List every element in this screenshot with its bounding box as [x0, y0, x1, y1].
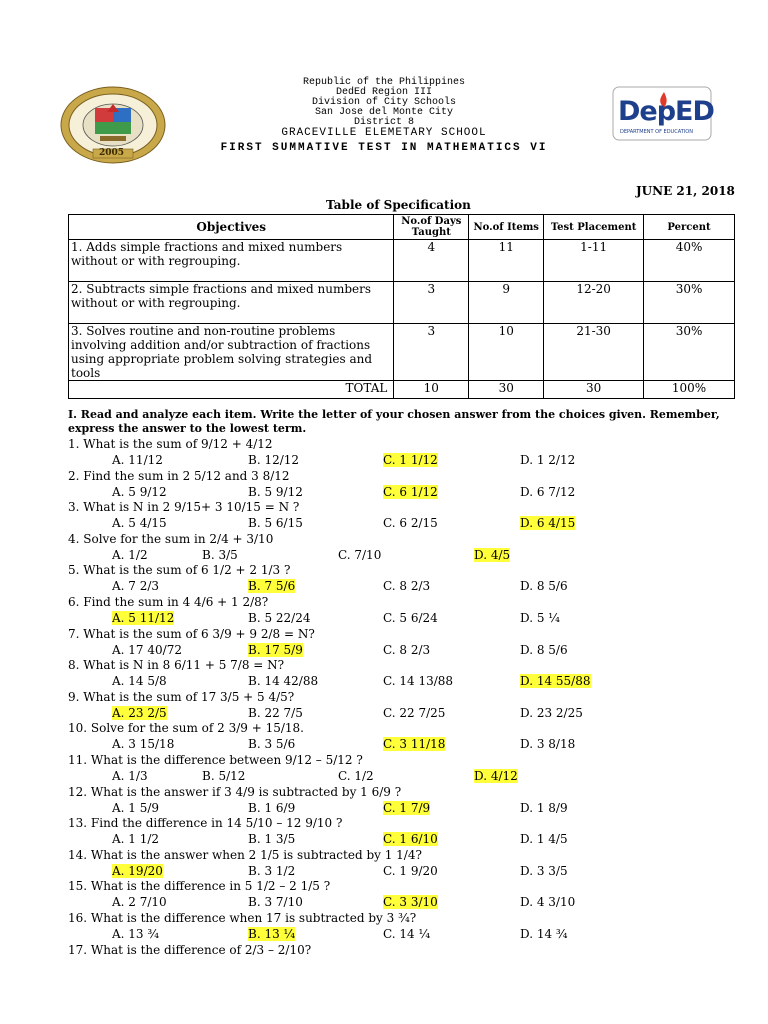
header-division: Division of City Schools: [311, 97, 457, 108]
header-days: No.of Days Taught: [394, 215, 469, 240]
test-title: FIRST SUMMATIVE TEST IN MATHEMATICS VI: [220, 142, 548, 154]
answer-choice: C. 8 2/3: [383, 642, 431, 657]
answer-choice: D. 1 4/5: [520, 832, 568, 847]
table-row: [69, 282, 735, 324]
percent-cell: 30%: [644, 324, 735, 381]
answer-choice: A. 1 1/2: [112, 832, 160, 847]
answer-choice: D. 5 ¼: [520, 611, 560, 625]
question-text: 5. What is the sum of 6 1/2 + 2 1/3 ?: [68, 563, 291, 578]
total-placement: 30: [544, 381, 644, 399]
total-percent: 100%: [644, 381, 735, 399]
days-cell: 3: [394, 324, 469, 381]
percent-cell: 30%: [644, 282, 735, 324]
answer-choice-highlighted: D. 4/5: [474, 547, 511, 562]
answer-choice: B. 3 1/2: [248, 863, 296, 878]
header-items: No.of Items: [469, 215, 544, 240]
answer-choice: A. 1 5/9: [112, 800, 160, 815]
header-city: San Jose del Monte City: [314, 107, 454, 118]
table-header-row: [69, 215, 735, 240]
question-text: 15. What is the difference in 5 1/2 – 2 1/5 ?: [68, 879, 331, 894]
total-days: 10: [394, 381, 469, 399]
answer-choice-highlighted: A. 23 2/5: [112, 705, 167, 720]
header-district: District 8: [353, 117, 414, 128]
deped-logo-subtitle: DEPARTMENT OF EDUCATION: [620, 129, 693, 135]
question-text: 4. Solve for the sum in 2/4 + 3/10: [68, 531, 274, 546]
items-cell: 9: [469, 282, 544, 324]
specification-table: [68, 214, 735, 399]
answer-choice-highlighted: B. 13 ¼: [248, 927, 296, 941]
question-text: 14. What is the answer when 2 1/5 is subtracted by 1 1/4?: [68, 847, 422, 862]
answer-choice: C. 14 13/88: [383, 674, 454, 689]
answer-choice: A. 2 7/10: [112, 895, 167, 910]
answer-choice-highlighted: D. 14 55/88: [520, 674, 591, 689]
question-text: 12. What is the answer if 3 4/9 is subtracted by 1 6/9 ?: [68, 784, 402, 799]
seal-year: 2005: [99, 148, 125, 158]
answer-choice: B. 1 6/9: [248, 800, 296, 815]
answer-choice: A. 13 ¾: [112, 927, 160, 941]
answer-choice-highlighted: C. 3 3/10: [383, 895, 438, 910]
answer-choice: B. 1 3/5: [248, 832, 296, 847]
question-text: 16. What is the difference when 17 is subtracted by 3 ¾?: [68, 911, 417, 925]
answer-choice: D. 3 3/5: [520, 863, 568, 878]
question-text: 2. Find the sum in 2 5/12 and 3 8/12: [68, 468, 290, 483]
objective-cell: 1. Adds simple fractions and mixed numbers without or with regrouping.: [69, 240, 394, 282]
answer-choice-highlighted: C. 1 1/12: [383, 453, 438, 467]
header-percent: Percent: [644, 215, 735, 240]
answer-choice: A. 3 15/18: [112, 737, 175, 752]
question-text: 3. What is N in 2 9/15+ 3 10/15 = N ?: [68, 500, 300, 515]
answer-choice: D. 4 3/10: [520, 895, 576, 910]
answer-choice: C. 6 2/15: [383, 516, 438, 531]
answer-choice: A. 7 2/3: [112, 579, 160, 594]
test-date: JUNE 21, 2018: [636, 184, 735, 198]
table-row: [69, 324, 735, 381]
header-objectives: Objectives: [69, 215, 394, 240]
deped-logo-text: DepED: [618, 96, 714, 127]
answer-choice: B. 14 42/88: [248, 674, 319, 689]
answer-choice: D. 14 ¾: [520, 927, 568, 941]
answer-choice: D. 3 8/18: [520, 737, 576, 752]
answer-choice: A. 17 40/72: [112, 642, 182, 657]
header-placement: Test Placement: [544, 215, 644, 240]
answer-choice: B. 3 5/6: [248, 737, 296, 752]
answer-choice: B. 5/12: [202, 769, 246, 783]
school-seal: [60, 86, 166, 164]
answer-choice: C. 5 6/24: [383, 611, 438, 625]
placement-cell: 12-20: [544, 282, 644, 324]
answer-choice: A. 11/12: [112, 453, 163, 467]
answer-choice-highlighted: C. 1 7/9: [383, 800, 431, 815]
objective-cell: 2. Subtracts simple fractions and mixed numbers without or with regrouping.: [69, 282, 394, 324]
answer-choice: A. 14 5/8: [112, 674, 167, 689]
question-text: 17. What is the difference of 2/3 – 2/10?: [68, 942, 312, 957]
answer-choice-highlighted: C. 6 1/12: [383, 484, 438, 499]
answer-choice: B. 5 6/15: [248, 516, 303, 531]
answer-choice: A. 1/2: [112, 547, 148, 562]
answer-choice-highlighted: C. 3 11/18: [383, 737, 446, 752]
table-row: [69, 240, 735, 282]
answer-choice: C. 7/10: [338, 547, 382, 562]
answer-choice: C. 1/2: [338, 769, 374, 783]
percent-cell: 40%: [644, 240, 735, 282]
items-cell: 11: [469, 240, 544, 282]
answer-choice: A. 5 4/15: [112, 516, 167, 531]
answer-choice: B. 12/12: [248, 453, 300, 467]
objective-cell: 3. Solves routine and non-routine problems involving addition and/or subtraction of fractions using appropriate problem solving strategies and tools: [69, 324, 394, 381]
total-items: 30: [469, 381, 544, 399]
answer-choice: D. 8 5/6: [520, 579, 568, 594]
answer-choice: C. 1 9/20: [383, 863, 438, 878]
question-text: 9. What is the sum of 17 3/5 + 5 4/5?: [68, 689, 295, 704]
placement-cell: 1-11: [544, 240, 644, 282]
answer-choice: A. 5 9/12: [112, 484, 167, 499]
table-title: Table of Specification: [326, 198, 471, 212]
answer-choice: A. 1/3: [112, 769, 148, 783]
total-label: TOTAL: [69, 381, 394, 399]
question-text: 13. Find the difference in 14 5/10 – 12 9/10 ?: [68, 816, 343, 831]
question-text: 11. What is the difference between 9/12 – 5/12 ?: [68, 753, 363, 767]
placement-cell: 21-30: [544, 324, 644, 381]
items-cell: 10: [469, 324, 544, 381]
header-republic: Republic of the Philippines: [302, 77, 466, 88]
test-instructions: I. Read and analyze each item. Write the letter of your chosen answer from the choices given. Remember, express the answer to the lowest term.: [68, 408, 720, 435]
question-text: 8. What is N in 8 6/11 + 5 7/8 = N?: [68, 658, 285, 673]
answer-choice-highlighted: B. 7 5/6: [248, 579, 296, 594]
table-total-row: [69, 381, 735, 399]
answer-choice: C. 22 7/25: [383, 705, 446, 720]
answer-choice: D. 1 2/12: [520, 453, 576, 467]
answer-choice: B. 5 22/24: [248, 611, 311, 625]
days-cell: 3: [394, 282, 469, 324]
question-text: 7. What is the sum of 6 3/9 + 9 2/8 = N?: [68, 626, 315, 641]
question-text: 10. Solve for the sum of 2 3/9 + 15/18.: [68, 721, 304, 736]
answer-choice: D. 1 8/9: [520, 800, 568, 815]
days-cell: 4: [394, 240, 469, 282]
question-text: 6. Find the sum in 4 4/6 + 1 2/8?: [68, 595, 269, 609]
header-region: DedEd Region III: [335, 87, 432, 98]
answer-choice: D. 6 7/12: [520, 484, 576, 499]
answer-choice: C. 14 ¼: [383, 927, 431, 941]
question-text: 1. What is the sum of 9/12 + 4/12: [68, 437, 273, 451]
answer-choice-highlighted: D. 6 4/15: [520, 516, 576, 531]
answer-choice: B. 3 7/10: [248, 895, 303, 910]
answer-choice-highlighted: A. 5 11/12: [112, 611, 175, 625]
answer-choice: D. 8 5/6: [520, 642, 568, 657]
answer-choice: B. 3/5: [202, 547, 238, 562]
answer-choice-highlighted: A. 19/20: [112, 863, 163, 878]
answer-choice: C. 8 2/3: [383, 579, 431, 594]
answer-choice-highlighted: B. 17 5/9: [248, 642, 303, 657]
school-name: GRACEVILLE ELEMETARY SCHOOL: [281, 127, 487, 139]
answer-choice-highlighted: C. 1 6/10: [383, 832, 438, 847]
deped-logo: [612, 86, 712, 141]
answer-choice: B. 5 9/12: [248, 484, 303, 499]
answer-choice-highlighted: D. 4/12: [474, 769, 518, 783]
answer-choice: D. 23 2/25: [520, 705, 583, 720]
answer-choice: B. 22 7/5: [248, 705, 303, 720]
